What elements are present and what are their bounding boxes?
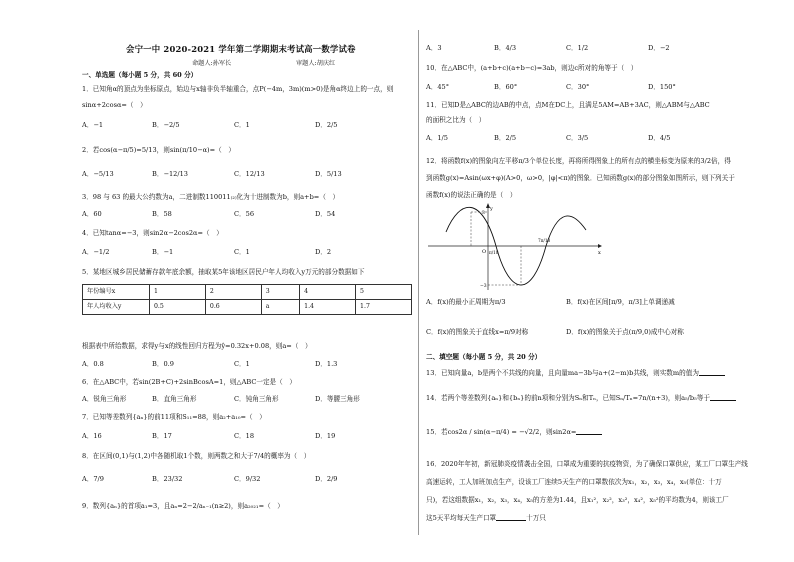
- option: A．−1: [82, 121, 104, 129]
- question-11: 11．已知D是△ABC的边AB的中点，点M在DC上，且满足5AM=AB+3AC，则△ABM与△ABC: [426, 101, 710, 109]
- option: B．−1: [152, 248, 174, 256]
- table-cell: 0.5: [150, 300, 206, 315]
- origin-label: O: [482, 249, 487, 255]
- table-row: [83, 285, 412, 300]
- question-11-options: [426, 134, 756, 144]
- reviewer-line: 审题人:胡庆红: [296, 60, 336, 67]
- question-16-cont: 高速运转，工人加班加点生产，设该工厂连续5天生产的口罩数依次为x₁，x₂，x₃，x₄，x₅(单位：十万: [426, 478, 722, 486]
- table-cell: 年人均收入y: [83, 300, 150, 315]
- option: A．0.8: [82, 360, 104, 368]
- question-16-cont3: [426, 514, 756, 523]
- option: A．锐角三角形: [82, 395, 127, 403]
- option: D．150°: [648, 83, 676, 91]
- section-one-heading: 一、单选题（每小题 5 分，共 60 分）: [82, 71, 198, 79]
- question-7: 7．已知等差数列{aₙ}的前11项和S₁₁=88，则a₂+a₁₀=（ ）: [82, 413, 266, 421]
- option: C．30°: [566, 83, 590, 91]
- question-1-options: [82, 121, 412, 131]
- option: D．54: [315, 210, 336, 218]
- table-cell: 0.6: [205, 300, 261, 315]
- option: B．f(x)在区间[π/9，π/3]上单调递减: [566, 298, 675, 306]
- question-5-cont: 根据表中所给数据，求得y与x的线性回归方程为ŷ=0.32x+0.08，则a=（ ）: [82, 342, 312, 350]
- question-12-cont2: 函数f(x)的说法正确的是（ ）: [426, 191, 517, 199]
- option: A．45°: [426, 83, 450, 91]
- question-11-cont: 的面积之比为（ ）: [426, 116, 486, 124]
- option: C．钝角三角形: [234, 395, 279, 403]
- min-label: −3: [480, 284, 487, 289]
- option: B．直角三角形: [152, 395, 197, 403]
- option: B．2/5: [494, 134, 517, 142]
- option: A．1/5: [426, 134, 448, 142]
- question-2: 2．若cos(α−π/5)=5/13，则sin(π/10−α)=（ ）: [82, 146, 235, 154]
- column-divider: [418, 30, 419, 535]
- question-12-options-row2: [426, 328, 756, 338]
- option: C．1: [234, 360, 250, 368]
- option: B．60°: [494, 83, 518, 91]
- option: D．2: [315, 248, 332, 256]
- max-label: 3: [482, 211, 485, 216]
- option: C．1: [234, 121, 250, 129]
- option: A．−1/2: [82, 248, 110, 256]
- table-cell: 4: [300, 285, 356, 300]
- answer-blank[interactable]: [576, 428, 602, 435]
- y-label: y: [490, 206, 493, 212]
- question-15-text: 15．若cos2α / sin(α−π/4) = −√2/2，则sin2α=: [426, 428, 577, 436]
- x-axis-arrow: [598, 244, 602, 248]
- answer-blank[interactable]: [699, 369, 725, 376]
- question-9-options: [426, 44, 756, 54]
- option: A．−5/13: [82, 170, 114, 178]
- option: D．2/9: [315, 475, 338, 483]
- question-16-unit: 十万只: [526, 514, 546, 522]
- x-label: x: [598, 250, 601, 256]
- table-cell: 1: [150, 285, 206, 300]
- option: C．56: [234, 210, 255, 218]
- option: B．−2/5: [152, 121, 180, 129]
- option: C．9/32: [234, 475, 261, 483]
- table-row: [83, 300, 412, 315]
- question-4-options: [82, 248, 412, 258]
- option: C．1: [234, 248, 250, 256]
- table-cell: a: [261, 300, 299, 315]
- question-5: 5．某地区城乡居民储蓄存款年底余额，抽取某5年该地区居民户年人均收入y万元的部分数据如下: [82, 268, 365, 276]
- question-5-options: [82, 360, 412, 370]
- option: B．4/3: [494, 44, 517, 52]
- table-cell: 2: [205, 285, 261, 300]
- option: A．f(x)的最小正周期为π/3: [426, 298, 506, 306]
- option: B．17: [152, 432, 172, 440]
- table-cell: 年份编号x: [83, 285, 150, 300]
- question-16-text: 这5天平均每天生产口罩: [426, 514, 497, 522]
- option: D．5/13: [315, 170, 342, 178]
- table-cell: 3: [261, 285, 299, 300]
- table-cell: 1.7: [356, 300, 412, 315]
- setter-line: 命题人:孙军长: [192, 60, 232, 67]
- option: C．f(x)的图象关于直线x=π/9对称: [426, 328, 529, 336]
- question-3-options: [82, 210, 412, 220]
- question-1-cont: sinα+2cosα=（ ）: [82, 101, 147, 109]
- question-8: 8．在区间(0,1)与(1,2)中各随机取1个数，则两数之和大于7/4的概率为（ ）: [82, 452, 311, 460]
- option: C．1/2: [566, 44, 589, 52]
- question-16-cont2: 只)，若这组数据x₁，x₂，x₃，x₄，x₅的方差为1.44，且x₁²，x₂²，x₃²，x₄²，x₅²的平均数为4，则该工厂: [426, 496, 729, 504]
- option: A．3: [426, 44, 442, 52]
- option: A．60: [82, 210, 102, 218]
- question-7-options: [82, 432, 412, 442]
- question-6-options: [82, 395, 412, 405]
- section-two-heading: 二、填空题（每小题 5 分，共 20 分）: [426, 353, 542, 361]
- tick-label: π/18: [489, 250, 499, 255]
- sine-graph: [426, 202, 606, 294]
- data-table: [82, 284, 412, 315]
- exam-title: 会宁一中 2020-2021 学年第二学期期末考试高一数学试卷: [126, 44, 356, 54]
- option: C．3/5: [566, 134, 589, 142]
- option: B．58: [152, 210, 172, 218]
- question-12: 12．将函数f(x)的图象向左平移π/3个单位长度，再将所得图象上的所有点的横坐标变为原来的3/2倍，得: [426, 157, 731, 165]
- question-16: 16．2020年年初，新冠肺炎疫情袭击全国，口罩成为重要的抗疫物资，为了确保口罩供应，某工厂口罩生产线: [426, 460, 748, 468]
- question-12-options-row1: [426, 298, 756, 308]
- question-2-options: [82, 170, 412, 180]
- question-1: 1．已知角α的顶点为坐标原点，始边与x轴非负半轴重合，点P(−4m，3m)(m>0)是角α终边上的一点，则: [82, 85, 394, 93]
- tick-label: 7π/18: [538, 238, 551, 243]
- option: C．12/13: [234, 170, 265, 178]
- option: D．等腰三角形: [315, 395, 360, 403]
- question-3: 3．98 与 63 的最大公约数为a，二进制数110011₍₂₎化为十进制数为b，则a+b=（ ）: [82, 193, 340, 201]
- question-4: 4．已知tanα=−3，则sin2α−2cos2α=（ ）: [82, 229, 223, 237]
- right-column: [426, 0, 756, 562]
- question-8-options: [82, 475, 412, 485]
- question-14-text: 14．若两个等差数列{aₙ}和{bₙ}的前n项和分别为Sₙ和Tₙ，已知Sₙ/Tₙ=7n/(n+3)，则a₅/b₅等于: [426, 394, 710, 402]
- answer-blank[interactable]: [496, 514, 526, 521]
- question-14: [426, 394, 756, 403]
- option: B．23/32: [152, 475, 183, 483]
- option: D．−2: [648, 44, 670, 52]
- option: C．18: [234, 432, 255, 440]
- table-cell: 5: [356, 285, 412, 300]
- option: A．7/9: [82, 475, 104, 483]
- question-12-cont: 到函数g(x)=Asin(ωx+φ)(A>0，ω>0，|φ|<π)的图象．已知函数g(x)的部分图象如图所示，则下列关于: [426, 174, 735, 182]
- option: B．−12/13: [152, 170, 188, 178]
- option: D．4/5: [648, 134, 671, 142]
- option: A．16: [82, 432, 102, 440]
- question-15: [426, 428, 756, 437]
- option: B．0.9: [152, 360, 174, 368]
- question-13: [426, 369, 756, 378]
- option: D．f(x)的图象关于点(π/9,0)成中心对称: [566, 328, 684, 336]
- question-10-options: [426, 83, 756, 93]
- option: D．19: [315, 432, 336, 440]
- question-13-text: 13．已知向量a，b是两个不共线的向量，且向量ma−3b与a+(2−m)b共线，则实数m的值为: [426, 369, 699, 377]
- answer-blank[interactable]: [710, 394, 736, 401]
- table-cell: 1.4: [300, 300, 356, 315]
- left-column: [82, 0, 412, 562]
- option: D．2/5: [315, 121, 338, 129]
- option: D．1.3: [315, 360, 338, 368]
- question-10: 10．在△ABC中，(a+b+c)(a+b−c)=3ab，则边c所对的角等于（ ）: [426, 64, 638, 72]
- question-9: 9．数列{aₙ}的首项a₁=3，且aₙ=2−2/aₙ₋₁(n≥2)，则a₂₀₂₁=（ ）: [82, 502, 284, 510]
- question-6: 6．在△ABC中，若sin(2B+C)+2sinBcosA=1，则△ABC一定是（ ）: [82, 378, 296, 386]
